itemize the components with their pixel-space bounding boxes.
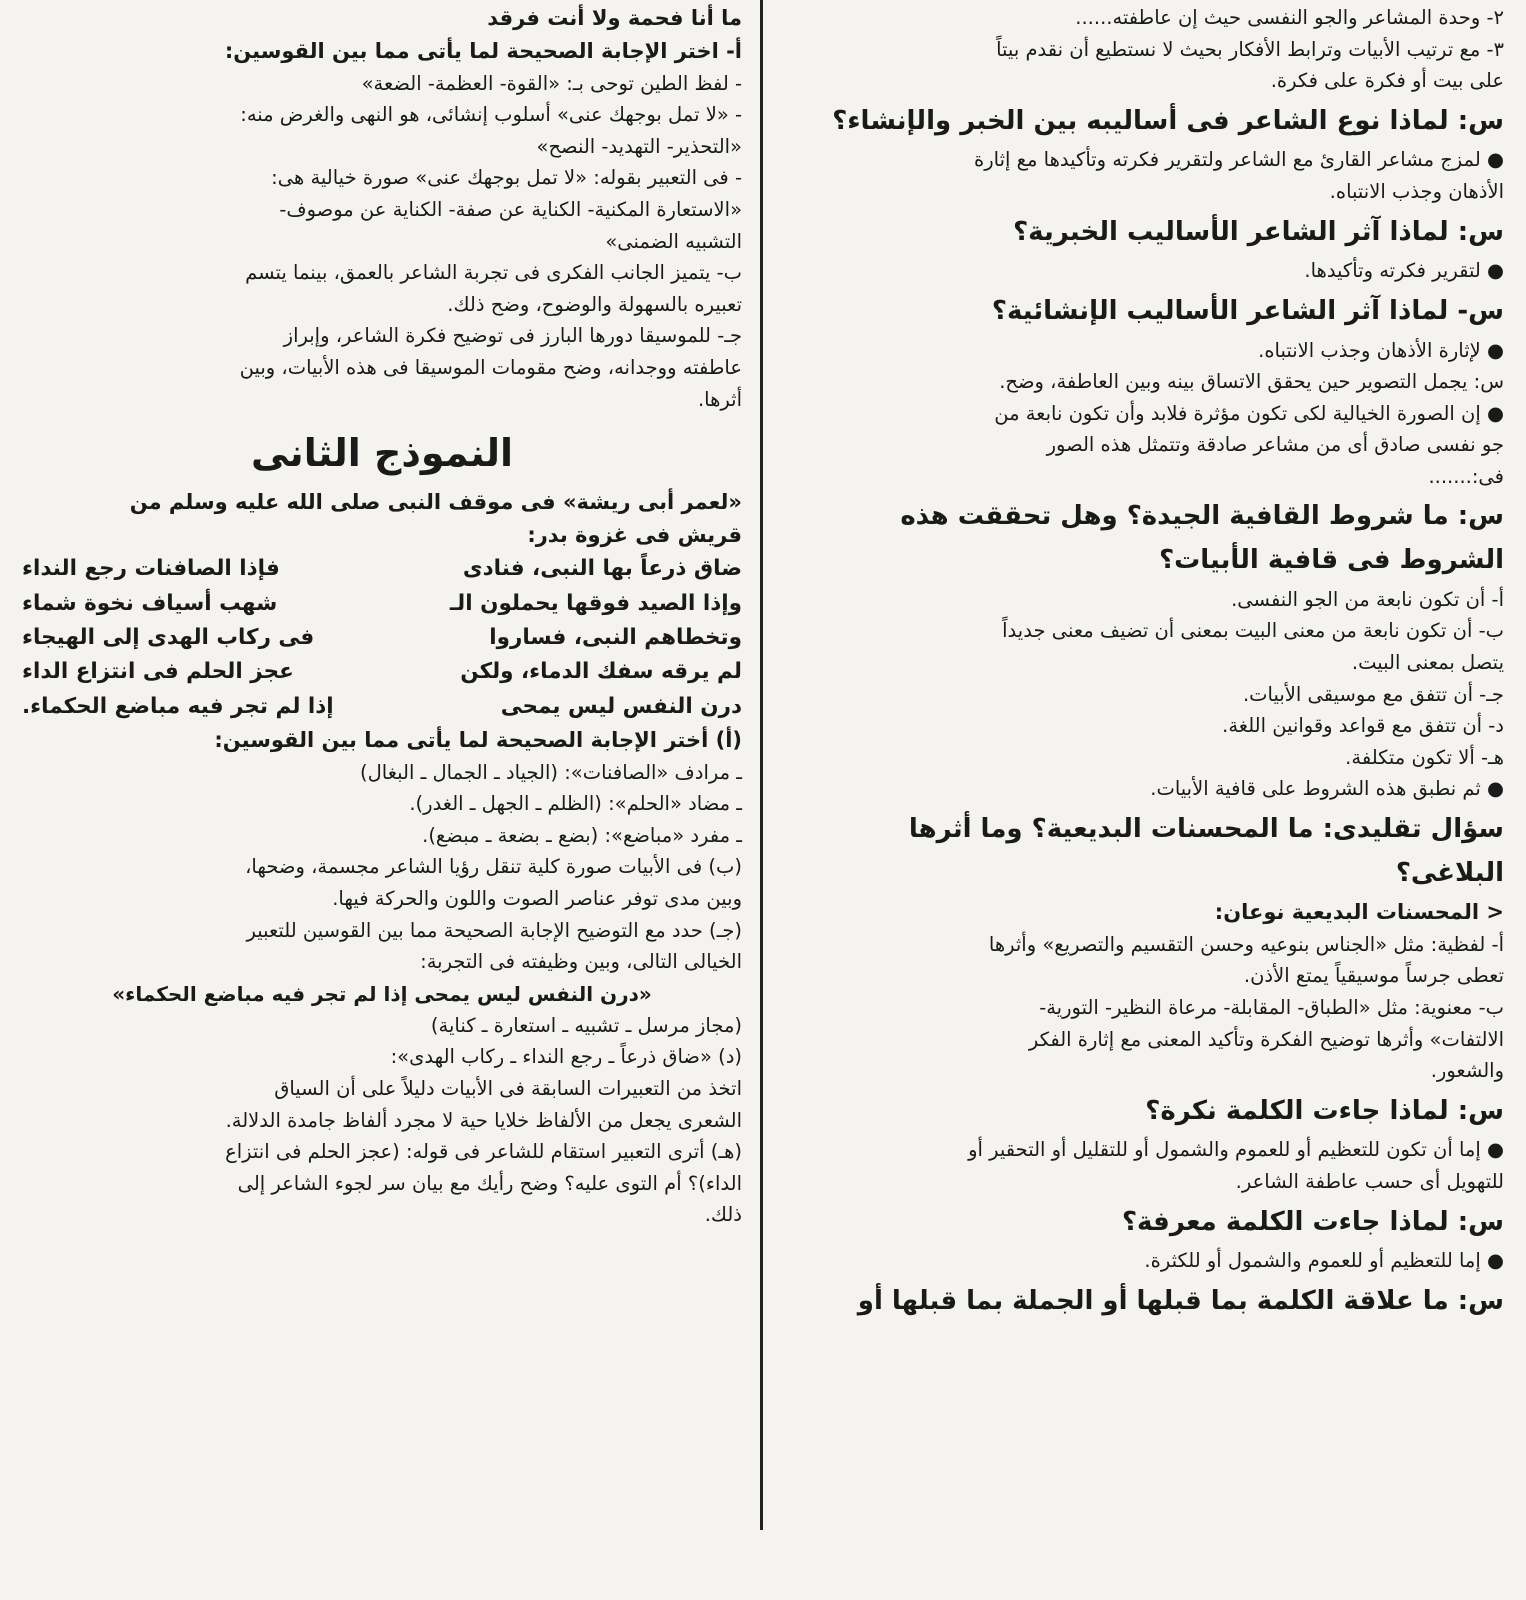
text-line: الأذهان وجذب الانتباه. (1329, 180, 1504, 203)
question-heading: س: لماذا آثر الشاعر الأساليب الخبرية؟ (1013, 216, 1504, 247)
verse-second-hemistich: فإذا الصافنات رجع النداء (22, 556, 280, 582)
text-line: التشبيه الضمنى» (605, 229, 742, 253)
bullet-answer: ● إن الصورة الخيالية لكى تكون مؤثرة فلابد وأن تكون نابعة من (782, 398, 1504, 430)
question-heading: س: لماذا جاءت الكلمة معرفة؟ (1121, 1206, 1504, 1237)
text-line: والشعور. (1430, 1059, 1504, 1083)
bold-text: قريش فى غزوة بدر: (527, 523, 742, 548)
right-column (782, 0, 1504, 1324)
column-divider (760, 0, 763, 1530)
text-line: ـ مضاد «الحلم»: (الظلم ـ الجهل ـ الغدر). (409, 792, 742, 816)
bullet-answer: ● لتقرير فكرته وتأكيدها. (782, 255, 1504, 287)
bullet-answer: ● إما للتعظيم أو للعموم والشمول أو للكثرة. (782, 1245, 1504, 1277)
question-heading: س- لماذا آثر الشاعر الأساليب الإنشائية؟ (991, 295, 1504, 326)
question-heading: س: ما علاقة الكلمة بما قبلها أو الجملة بما قبلها أو (857, 1285, 1504, 1316)
verse-second-hemistich: شهب أسياف نخوة شماء (22, 590, 278, 616)
poem-verse (22, 552, 742, 586)
bold-text: «لعمر أبى ريشة» فى موقف النبى صلى الله عليه وسلم من (129, 489, 742, 514)
text-line: جـ- للموسيقا دورها البارز فى توضيح فكرة الشاعر، وإبراز (283, 324, 742, 348)
text-line: اتخذ من التعبيرات السابقة فى الأبيات دليلاً على أن السياق (274, 1076, 742, 1100)
text-line: ٢- وحدة المشاعر والجو النفسى حيث إن عاطفته...... (1075, 6, 1504, 29)
quoted-verse: «درن النفس ليس يمحى إذا لم تجر فيه مباضع الحكماء» (112, 981, 652, 1006)
text-line: جو نفسى صادق أى من مشاعر صادقة وتتمثل هذه الصور (1046, 433, 1504, 457)
text-line: الداء)؟ أم التوى عليه؟ وضح رأيك مع بيان سر لجوء الشاعر إلى (237, 1171, 742, 1195)
text-line: أ- لفظية: مثل «الجناس بنوعيه وحسن التقسيم والتصريع» وأثرها (988, 932, 1504, 956)
verse-second-hemistich: عجز الحلم فى انتزاع الداء (22, 659, 294, 685)
text-line: ـ مرادف «الصافنات»: (الجياد ـ الجمال ـ البغال) (360, 760, 742, 784)
question-heading: سؤال تقليدى: ما المحسنات البديعية؟ وما أثرها (908, 813, 1504, 844)
text-line: تعبيره بالسهولة والوضوح، وضح ذلك. (447, 292, 742, 316)
bold-text: ما أنا فحمة ولا أنت فرقد (487, 6, 742, 30)
text-line: للتهويل أى حسب عاطفة الشاعر. (1235, 1169, 1504, 1193)
poem-verse (22, 690, 742, 724)
text-line: أ- أن تكون نابعة من الجو النفسى. (1231, 587, 1504, 611)
bullet-answer: ● إما أن تكون للتعظيم أو للعموم والشمول أو للتقليل أو التحقير أو (782, 1134, 1504, 1166)
text-line: هـ- ألا تكون متكلفة. (1345, 745, 1504, 769)
text-line: «الاستعارة المكنية- الكناية عن صفة- الكناية عن موصوف- (279, 198, 742, 222)
bullet-answer: ● لمزج مشاعر القارئ مع الشاعر ولتقرير فكرته وتأكيدها مع إثارة (782, 144, 1504, 176)
verse-first-hemistich: وإذا الصيد فوقها يحملون الـ (449, 590, 742, 616)
text-line: ب- معنوية: مثل «الطباق- المقابلة- مرعاة النظير- التورية- (1039, 995, 1504, 1019)
text-line: أثرها. (697, 387, 742, 411)
text-line: عاطفته ووجدانه، وضح مقومات الموسيقا فى هذه الأبيات، وبين (239, 355, 742, 379)
poem-verse (22, 587, 742, 621)
verse-first-hemistich: ضاق ذرعاً بها النبى، فنادى (462, 556, 742, 582)
poem-verse (22, 621, 742, 655)
section-subheading: < المحسنات البديعية نوعان: (1214, 900, 1504, 925)
text-line: (جـ) حدد مع التوضيح الإجابة الصحيحة مما بين القوسين للتعبير (246, 918, 742, 942)
text-line: - «لا تمل بوجهك عنى» أسلوب إنشائى، هو النهى والغرض منه: (240, 103, 742, 127)
text-line: ب- يتميز الجانب الفكرى فى تجربة الشاعر بالعمق، بينما يتسم (245, 261, 742, 285)
text-line: د- أن تتفق مع قواعد وقوانين اللغة. (1222, 714, 1504, 738)
model-title: النموذج الثانى (250, 431, 513, 476)
text-line: «التحذير- التهديد- النصح» (536, 134, 742, 158)
poem-verse (22, 655, 742, 689)
text-line: تعطى جرساً موسيقياً يمتع الأذن. (1243, 964, 1504, 988)
text-line: يتصل بمعنى البيت. (1351, 650, 1504, 674)
verse-first-hemistich: درن النفس ليس يمحى (500, 693, 742, 719)
question-heading: س: ما شروط القافية الجيدة؟ وهل تحققت هذه (900, 501, 1504, 532)
text-line: ب- أن تكون نابعة من معنى البيت بمعنى أن تضيف معنى جديداً (1002, 619, 1504, 643)
question-heading: س: لماذا نوع الشاعر فى أساليبه بين الخبر والإنشاء؟ (832, 105, 1504, 136)
text-line: الشعرى يجعل من الألفاظ خلايا حية لا مجرد ألفاظ جامدة الدلالة. (225, 1108, 742, 1132)
text-line: الخيالى التالى، وبين وظيفته فى التجربة: (420, 950, 742, 974)
question-heading: الشروط فى قافية الأبيات؟ (1159, 545, 1504, 576)
text-line: (هـ) أترى التعبير استقام للشاعر فى قوله: (عجز الحلم فى انتزاع (225, 1140, 742, 1164)
section-subheading: (أ) أختر الإجابة الصحيحة لما يأتى مما بين القوسين: (214, 728, 742, 753)
verse-second-hemistich: فى ركاب الهدى إلى الهيجاء (22, 625, 315, 650)
left-column (22, 0, 742, 1231)
text-line: فى:....... (1428, 464, 1504, 488)
text-line: - فى التعبير بقوله: «لا تمل بوجهك عنى» صورة خيالية هى: (271, 166, 742, 190)
question-heading: البلاغى؟ (1395, 857, 1504, 888)
text-line: ٣- مع ترتيب الأبيات وترابط الأفكار بحيث لا نستطيع أن نقدم بيتاً (996, 37, 1504, 61)
text-line: - لفظ الطين توحى بـ: «القوة- العظمة- الضعة» (361, 71, 742, 95)
text-line: س: يجمل التصوير حين يحقق الاتساق بينه وبين العاطفة، وضح. (999, 370, 1504, 394)
question-heading: س: لماذا جاءت الكلمة نكرة؟ (1145, 1095, 1504, 1126)
text-line: (ب) فى الأبيات صورة كلية تنقل رؤيا الشاعر مجسمة، وضحها، (245, 855, 742, 879)
bullet-answer: ● لإثارة الأذهان وجذب الانتباه. (782, 335, 1504, 367)
text-line: (د) «ضاق ذرعاً ـ رجع النداء ـ ركاب الهدى»: (390, 1045, 742, 1069)
text-line: على بيت أو فكرة على فكرة. (1270, 69, 1504, 93)
verse-first-hemistich: لم يرقه سفك الدماء، ولكن (460, 659, 742, 685)
text-line: الالتفات» وأثرها توضيح الفكرة وتأكيد المعنى مع إثارة الفكر (1028, 1027, 1504, 1051)
text-line: جـ- أن تتفق مع موسيقى الأبيات. (1242, 682, 1504, 706)
section-subheading: أ- اختر الإجابة الصحيحة لما يأتى مما بين القوسين: (224, 39, 742, 64)
text-line: ذلك. (704, 1203, 742, 1227)
verse-first-hemistich: وتخطاهم النبى، فساروا (489, 625, 742, 650)
text-line: وبين مدى توفر عناصر الصوت واللون والحركة فيها. (332, 887, 742, 911)
bullet-answer: ● ثم نطبق هذه الشروط على قافية الأبيات. (782, 773, 1504, 805)
verse-second-hemistich: إذا لم تجر فيه مباضع الحكماء. (22, 693, 334, 719)
text-line: (مجاز مرسل ـ تشبيه ـ استعارة ـ كناية) (430, 1013, 742, 1037)
text-line: ـ مفرد «مباضع»: (بضع ـ بضعة ـ مبضع). (422, 823, 742, 847)
